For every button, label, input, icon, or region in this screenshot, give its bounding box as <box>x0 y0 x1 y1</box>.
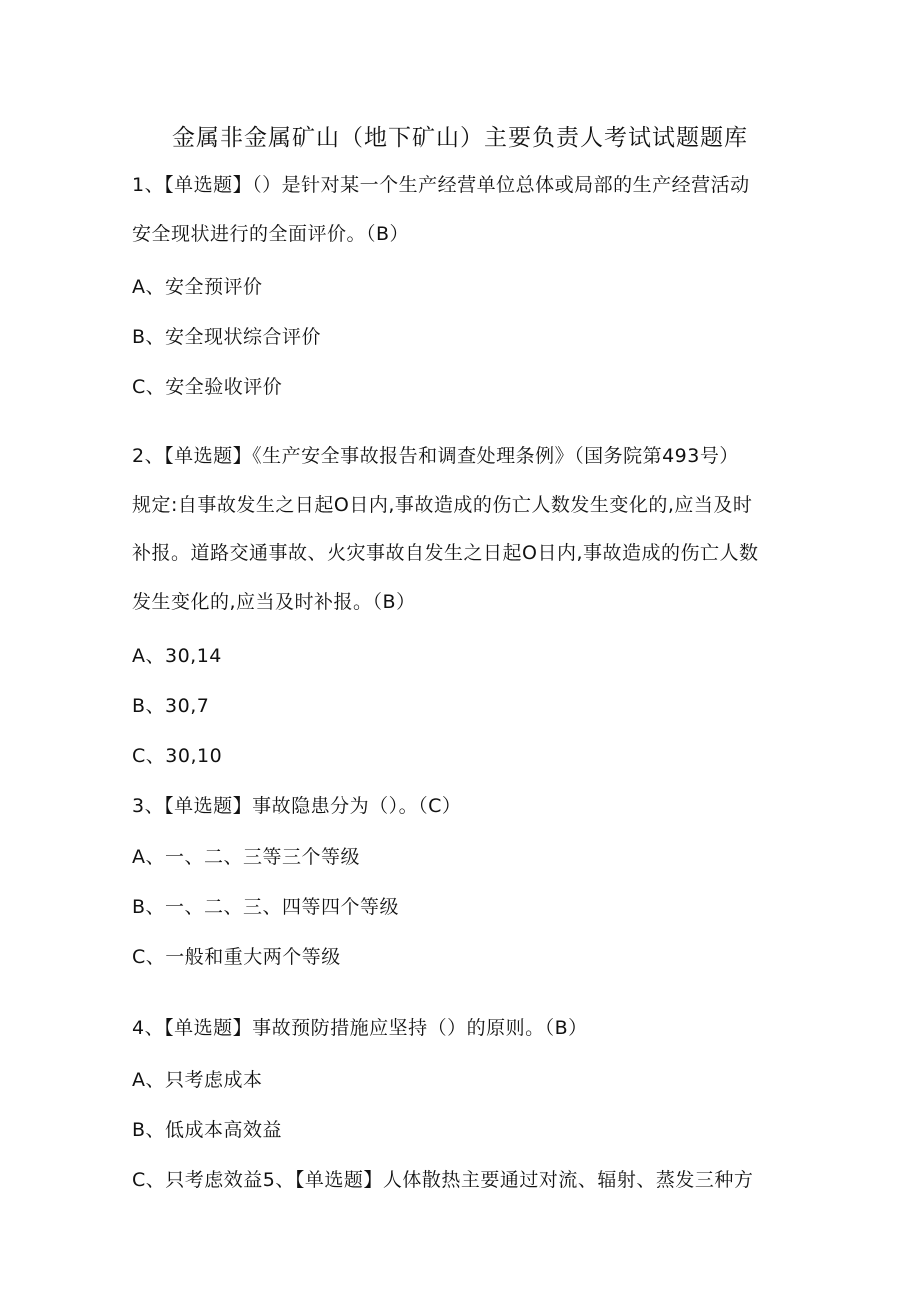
q2-stem-line-2: 规定:自事故发生之日起O日内,事故造成的伤亡人数发生变化的,应当及时 <box>132 494 753 516</box>
q2-stem-line-4: 发生变化的,应当及时补报。（B） <box>132 591 416 613</box>
q1-stem-line-1: 1、【单选题】（）是针对某一个生产经营单位总体或局部的生产经营活动 <box>132 174 750 196</box>
q3-option-c: C、一般和重大两个等级 <box>132 946 341 968</box>
document-title: 金属非金属矿山（地下矿山）主要负责人考试试题题库 <box>172 125 748 151</box>
q2-stem-line-1: 2、【单选题】《生产安全事故报告和调查处理条例》（国务院第493号） <box>132 445 739 467</box>
q4-option-c-q5-stem: C、只考虑效益5、【单选题】人体散热主要通过对流、辐射、蒸发三种方 <box>132 1169 754 1191</box>
q2-option-c: C、30,10 <box>132 745 223 767</box>
q3-option-a: A、一、二、三等三个等级 <box>132 846 360 868</box>
q2-option-b: B、30,7 <box>132 695 210 717</box>
q2-stem-line-3: 补报。道路交通事故、火灾事故自发生之日起O日内,事故造成的伤亡人数 <box>132 542 759 564</box>
q1-option-a: A、安全预评价 <box>132 276 263 298</box>
q1-option-c: C、安全验收评价 <box>132 376 283 398</box>
q3-stem: 3、【单选题】事故隐患分为（）。（C） <box>132 795 462 817</box>
q3-option-b: B、一、二、三、四等四个等级 <box>132 896 400 918</box>
q4-stem: 4、【单选题】事故预防措施应坚持（）的原则。（B） <box>132 1017 588 1039</box>
q4-option-a: A、只考虑成本 <box>132 1069 263 1091</box>
q1-option-b: B、安全现状综合评价 <box>132 326 322 348</box>
q4-option-b: B、低成本高效益 <box>132 1119 283 1141</box>
q1-stem-line-2: 安全现状进行的全面评价。（B） <box>132 223 410 245</box>
q2-option-a: A、30,14 <box>132 645 222 667</box>
